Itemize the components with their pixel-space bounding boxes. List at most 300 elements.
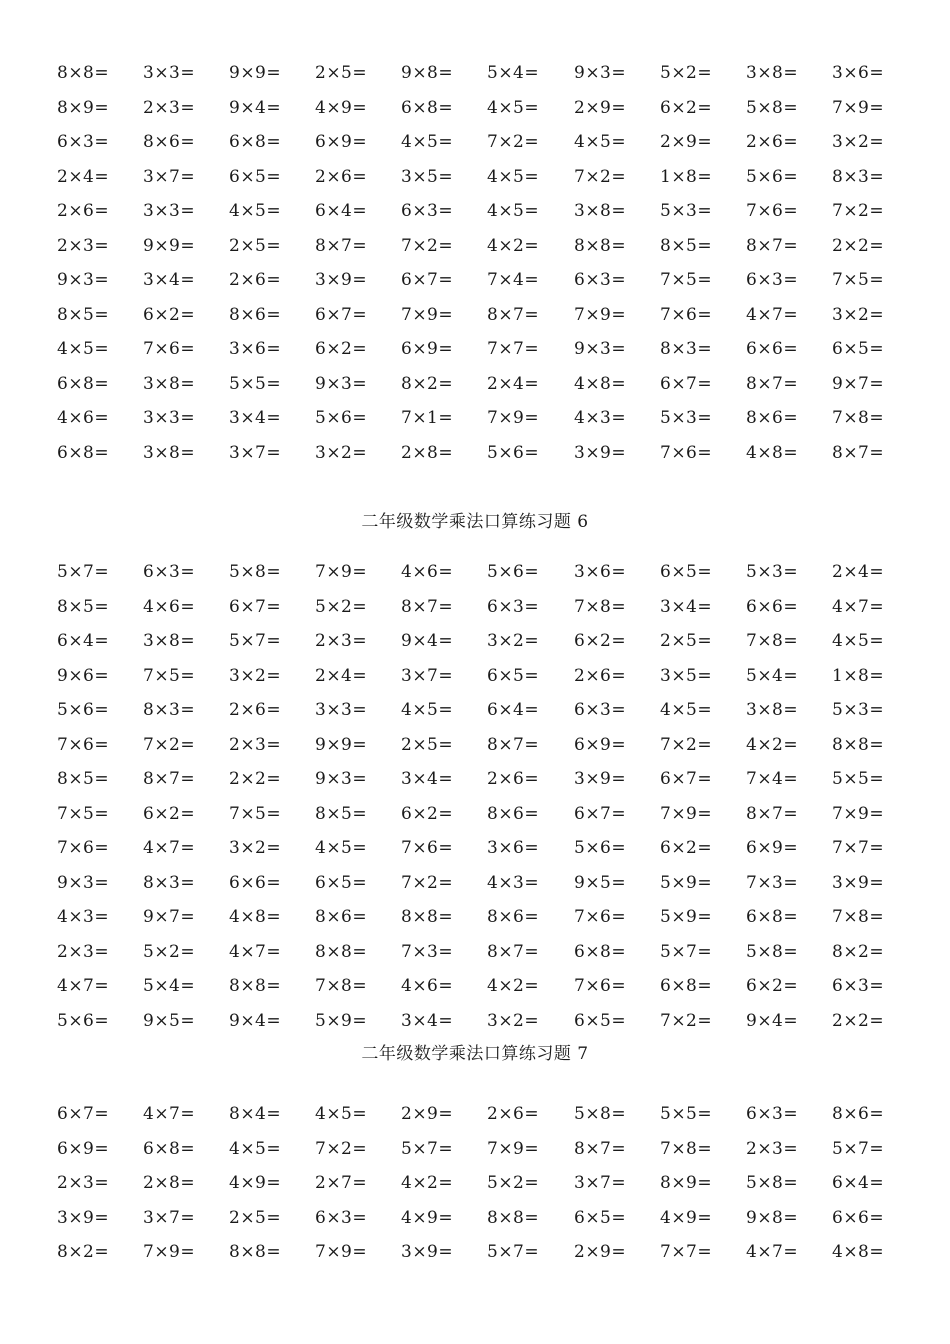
multiplication-problem: 6×8= — [660, 976, 713, 996]
multiplication-problem: 5×8= — [574, 1104, 627, 1124]
multiplication-problem: 1×8= — [660, 166, 713, 187]
multiplication-problem: 7×6= — [660, 304, 713, 325]
multiplication-problem: 8×3= — [660, 339, 713, 359]
multiplication-problem: 4×9= — [229, 1173, 282, 1193]
multiplication-problem: 6×5= — [315, 872, 368, 893]
problem-row — [0, 597, 950, 632]
multiplication-problem: 7×8= — [832, 408, 885, 428]
multiplication-problem: 6×7= — [401, 270, 454, 290]
problem-grid-1 — [0, 63, 950, 477]
multiplication-problem: 5×6= — [487, 442, 540, 463]
multiplication-problem: 6×8= — [401, 97, 454, 118]
multiplication-problem: 5×2= — [315, 596, 368, 617]
multiplication-problem: 5×7= — [487, 1242, 540, 1262]
multiplication-problem: 2×3= — [57, 941, 110, 962]
multiplication-problem: 5×3= — [660, 201, 713, 221]
multiplication-problem: 2×4= — [832, 562, 885, 582]
multiplication-problem: 7×5= — [143, 665, 196, 686]
multiplication-problem: 3×8= — [746, 700, 799, 720]
problem-row — [0, 1242, 950, 1277]
multiplication-problem: 2×9= — [574, 1242, 627, 1262]
multiplication-problem: 2×5= — [315, 63, 368, 83]
multiplication-problem: 8×2= — [401, 373, 454, 394]
multiplication-problem: 2×3= — [315, 631, 368, 651]
multiplication-problem: 6×7= — [574, 803, 627, 824]
multiplication-problem: 4×2= — [401, 1173, 454, 1193]
multiplication-problem: 9×7= — [832, 373, 885, 394]
problem-row — [0, 804, 950, 839]
multiplication-problem: 8×5= — [57, 769, 110, 789]
multiplication-problem: 4×5= — [315, 838, 368, 858]
multiplication-problem: 9×3= — [315, 769, 368, 789]
multiplication-problem: 4×3= — [57, 907, 110, 927]
multiplication-problem: 3×5= — [401, 166, 454, 187]
multiplication-problem: 6×7= — [660, 769, 713, 789]
multiplication-problem: 8×6= — [487, 803, 540, 824]
multiplication-problem: 7×3= — [746, 872, 799, 893]
multiplication-problem: 6×7= — [315, 304, 368, 325]
multiplication-problem: 3×2= — [229, 838, 282, 858]
multiplication-problem: 4×6= — [401, 976, 454, 996]
multiplication-problem: 6×6= — [229, 872, 282, 893]
multiplication-problem: 2×9= — [401, 1104, 454, 1124]
multiplication-problem: 7×2= — [574, 166, 627, 187]
multiplication-problem: 3×8= — [143, 442, 196, 463]
multiplication-problem: 8×8= — [229, 1242, 282, 1262]
multiplication-problem: 2×4= — [57, 166, 110, 187]
multiplication-problem: 8×8= — [487, 1207, 540, 1228]
problem-row — [0, 1139, 950, 1174]
multiplication-problem: 7×9= — [315, 1242, 368, 1262]
multiplication-problem: 8×5= — [315, 803, 368, 824]
multiplication-problem: 7×6= — [57, 734, 110, 755]
multiplication-problem: 7×4= — [487, 270, 540, 290]
multiplication-problem: 7×2= — [143, 734, 196, 755]
multiplication-problem: 4×7= — [143, 838, 196, 858]
multiplication-problem: 5×6= — [57, 1010, 110, 1031]
multiplication-problem: 5×7= — [57, 562, 110, 582]
multiplication-problem: 6×8= — [746, 907, 799, 927]
problem-row — [0, 339, 950, 374]
multiplication-problem: 7×8= — [660, 1138, 713, 1159]
multiplication-problem: 2×3= — [229, 734, 282, 755]
multiplication-problem: 3×4= — [660, 596, 713, 617]
problem-row — [0, 201, 950, 236]
multiplication-problem: 9×4= — [401, 631, 454, 651]
problem-row — [0, 666, 950, 701]
multiplication-problem: 6×8= — [229, 132, 282, 152]
multiplication-problem: 3×2= — [315, 442, 368, 463]
multiplication-problem: 7×5= — [229, 803, 282, 824]
multiplication-problem: 8×3= — [832, 166, 885, 187]
multiplication-problem: 7×8= — [315, 976, 368, 996]
multiplication-problem: 4×8= — [229, 907, 282, 927]
multiplication-problem: 6×3= — [832, 976, 885, 996]
multiplication-problem: 5×5= — [832, 769, 885, 789]
multiplication-problem: 6×5= — [574, 1207, 627, 1228]
multiplication-problem: 3×9= — [574, 769, 627, 789]
multiplication-problem: 6×3= — [143, 562, 196, 582]
multiplication-problem: 7×7= — [487, 339, 540, 359]
multiplication-problem: 9×4= — [746, 1010, 799, 1031]
multiplication-problem: 9×3= — [574, 339, 627, 359]
multiplication-problem: 8×2= — [832, 941, 885, 962]
multiplication-problem: 4×6= — [401, 562, 454, 582]
multiplication-problem: 9×9= — [229, 63, 282, 83]
multiplication-problem: 5×8= — [746, 1173, 799, 1193]
multiplication-problem: 4×5= — [229, 1138, 282, 1159]
multiplication-problem: 5×5= — [229, 373, 282, 394]
multiplication-problem: 9×3= — [315, 373, 368, 394]
multiplication-problem: 2×6= — [487, 1104, 540, 1124]
multiplication-problem: 6×4= — [315, 201, 368, 221]
multiplication-problem: 8×7= — [143, 769, 196, 789]
multiplication-problem: 7×5= — [660, 270, 713, 290]
multiplication-problem: 2×6= — [487, 769, 540, 789]
problem-row — [0, 236, 950, 271]
multiplication-problem: 9×3= — [57, 270, 110, 290]
multiplication-problem: 7×8= — [832, 907, 885, 927]
problem-row — [0, 1011, 950, 1046]
multiplication-problem: 2×4= — [315, 665, 368, 686]
multiplication-problem: 5×5= — [660, 1104, 713, 1124]
multiplication-problem: 3×6= — [832, 63, 885, 83]
multiplication-problem: 7×6= — [746, 201, 799, 221]
multiplication-problem: 3×4= — [401, 769, 454, 789]
multiplication-problem: 3×6= — [574, 562, 627, 582]
multiplication-problem: 3×2= — [487, 631, 540, 651]
problem-row — [0, 907, 950, 942]
multiplication-problem: 3×3= — [143, 63, 196, 83]
multiplication-problem: 6×9= — [574, 734, 627, 755]
multiplication-problem: 6×6= — [746, 339, 799, 359]
multiplication-problem: 5×3= — [660, 408, 713, 428]
multiplication-problem: 7×2= — [315, 1138, 368, 1159]
multiplication-problem: 2×6= — [57, 201, 110, 221]
multiplication-problem: 4×6= — [57, 408, 110, 428]
multiplication-problem: 5×9= — [660, 872, 713, 893]
multiplication-problem: 5×2= — [487, 1173, 540, 1193]
multiplication-problem: 6×8= — [143, 1138, 196, 1159]
multiplication-problem: 2×6= — [746, 132, 799, 152]
problem-row — [0, 942, 950, 977]
multiplication-problem: 3×9= — [57, 1207, 110, 1228]
multiplication-problem: 7×6= — [574, 907, 627, 927]
multiplication-problem: 7×9= — [401, 304, 454, 325]
multiplication-problem: 6×3= — [746, 270, 799, 290]
problem-row — [0, 132, 950, 167]
problem-row — [0, 167, 950, 202]
multiplication-problem: 7×2= — [832, 201, 885, 221]
multiplication-problem: 6×5= — [574, 1010, 627, 1031]
multiplication-problem: 4×6= — [143, 596, 196, 617]
multiplication-problem: 3×3= — [143, 201, 196, 221]
multiplication-problem: 9×7= — [143, 907, 196, 927]
multiplication-problem: 4×5= — [487, 201, 540, 221]
multiplication-problem: 5×7= — [832, 1138, 885, 1159]
multiplication-problem: 3×8= — [746, 63, 799, 83]
multiplication-problem: 8×6= — [229, 304, 282, 325]
multiplication-problem: 8×5= — [57, 304, 110, 325]
problem-row — [0, 1104, 950, 1139]
multiplication-problem: 3×2= — [832, 304, 885, 325]
multiplication-problem: 2×4= — [487, 373, 540, 394]
multiplication-problem: 2×6= — [229, 700, 282, 720]
multiplication-problem: 6×7= — [57, 1104, 110, 1124]
multiplication-problem: 6×9= — [746, 838, 799, 858]
multiplication-problem: 5×4= — [746, 665, 799, 686]
multiplication-problem: 4×7= — [57, 976, 110, 996]
multiplication-problem: 3×9= — [401, 1242, 454, 1262]
multiplication-problem: 6×4= — [487, 700, 540, 720]
multiplication-problem: 3×9= — [315, 270, 368, 290]
multiplication-problem: 5×8= — [746, 941, 799, 962]
multiplication-problem: 2×7= — [315, 1173, 368, 1193]
multiplication-problem: 6×2= — [401, 803, 454, 824]
multiplication-problem: 4×5= — [574, 132, 627, 152]
multiplication-problem: 7×1= — [401, 408, 454, 428]
multiplication-problem: 8×6= — [832, 1104, 885, 1124]
multiplication-problem: 7×7= — [660, 1242, 713, 1262]
multiplication-problem: 2×2= — [832, 235, 885, 256]
multiplication-problem: 8×4= — [229, 1104, 282, 1124]
problem-row — [0, 976, 950, 1011]
multiplication-problem: 8×6= — [315, 907, 368, 927]
multiplication-problem: 6×5= — [229, 166, 282, 187]
multiplication-problem: 3×7= — [143, 1207, 196, 1228]
multiplication-problem: 9×8= — [746, 1207, 799, 1228]
multiplication-problem: 4×7= — [746, 304, 799, 325]
multiplication-problem: 4×3= — [487, 872, 540, 893]
multiplication-problem: 8×2= — [57, 1242, 110, 1262]
multiplication-problem: 9×9= — [315, 734, 368, 755]
multiplication-problem: 8×5= — [660, 235, 713, 256]
multiplication-problem: 6×2= — [143, 304, 196, 325]
multiplication-problem: 3×7= — [574, 1173, 627, 1193]
problem-row — [0, 443, 950, 478]
multiplication-problem: 8×8= — [832, 734, 885, 755]
multiplication-problem: 8×3= — [143, 700, 196, 720]
multiplication-problem: 2×3= — [57, 1173, 110, 1193]
multiplication-problem: 6×2= — [746, 976, 799, 996]
multiplication-problem: 2×5= — [660, 631, 713, 651]
multiplication-problem: 4×5= — [315, 1104, 368, 1124]
multiplication-problem: 7×6= — [574, 976, 627, 996]
multiplication-problem: 7×9= — [832, 803, 885, 824]
multiplication-problem: 2×6= — [229, 270, 282, 290]
multiplication-problem: 7×2= — [660, 734, 713, 755]
multiplication-problem: 6×2= — [660, 838, 713, 858]
multiplication-problem: 7×2= — [660, 1010, 713, 1031]
multiplication-problem: 9×3= — [57, 872, 110, 893]
multiplication-problem: 4×5= — [401, 700, 454, 720]
multiplication-problem: 9×4= — [229, 1010, 282, 1031]
multiplication-problem: 4×9= — [660, 1207, 713, 1228]
multiplication-problem: 9×5= — [143, 1010, 196, 1031]
multiplication-problem: 4×8= — [832, 1242, 885, 1262]
problem-row — [0, 631, 950, 666]
multiplication-problem: 1×8= — [832, 665, 885, 686]
multiplication-problem: 7×2= — [401, 872, 454, 893]
multiplication-problem: 2×5= — [401, 734, 454, 755]
multiplication-problem: 4×7= — [746, 1242, 799, 1262]
multiplication-problem: 7×2= — [401, 235, 454, 256]
multiplication-problem: 5×6= — [574, 838, 627, 858]
multiplication-problem: 4×3= — [574, 408, 627, 428]
multiplication-problem: 6×3= — [746, 1104, 799, 1124]
multiplication-problem: 6×2= — [574, 631, 627, 651]
multiplication-problem: 3×3= — [315, 700, 368, 720]
multiplication-problem: 3×3= — [143, 408, 196, 428]
multiplication-problem: 9×3= — [574, 63, 627, 83]
problem-grid-6 — [0, 562, 950, 1045]
problem-row — [0, 305, 950, 340]
multiplication-problem: 4×2= — [487, 976, 540, 996]
multiplication-problem: 8×8= — [229, 976, 282, 996]
multiplication-problem: 5×6= — [746, 166, 799, 187]
multiplication-problem: 2×6= — [574, 665, 627, 686]
multiplication-problem: 6×3= — [487, 596, 540, 617]
multiplication-problem: 7×6= — [401, 838, 454, 858]
multiplication-problem: 5×6= — [487, 562, 540, 582]
multiplication-problem: 4×2= — [746, 734, 799, 755]
multiplication-problem: 3×7= — [229, 442, 282, 463]
multiplication-problem: 2×6= — [315, 166, 368, 187]
multiplication-problem: 2×2= — [832, 1010, 885, 1031]
multiplication-problem: 3×6= — [229, 339, 282, 359]
multiplication-problem: 8×7= — [746, 235, 799, 256]
multiplication-problem: 5×7= — [229, 631, 282, 651]
multiplication-problem: 6×4= — [57, 631, 110, 651]
multiplication-problem: 7×5= — [832, 270, 885, 290]
multiplication-problem: 7×9= — [315, 562, 368, 582]
multiplication-problem: 9×6= — [57, 665, 110, 686]
multiplication-problem: 6×3= — [401, 201, 454, 221]
multiplication-problem: 6×5= — [660, 562, 713, 582]
multiplication-problem: 5×2= — [660, 63, 713, 83]
multiplication-problem: 6×4= — [832, 1173, 885, 1193]
multiplication-problem: 6×6= — [832, 1207, 885, 1228]
multiplication-problem: 7×9= — [574, 304, 627, 325]
multiplication-problem: 7×9= — [487, 1138, 540, 1159]
multiplication-problem: 8×6= — [746, 408, 799, 428]
multiplication-problem: 4×9= — [401, 1207, 454, 1228]
problem-row — [0, 873, 950, 908]
multiplication-problem: 7×5= — [57, 803, 110, 824]
multiplication-problem: 4×5= — [660, 700, 713, 720]
multiplication-problem: 2×3= — [57, 235, 110, 256]
multiplication-problem: 5×2= — [143, 941, 196, 962]
problem-row — [0, 1173, 950, 1208]
multiplication-problem: 3×8= — [574, 201, 627, 221]
multiplication-problem: 5×4= — [143, 976, 196, 996]
problem-row — [0, 1208, 950, 1243]
problem-row — [0, 98, 950, 133]
multiplication-problem: 8×7= — [315, 235, 368, 256]
multiplication-problem: 7×8= — [574, 596, 627, 617]
problem-row — [0, 408, 950, 443]
multiplication-problem: 4×8= — [574, 373, 627, 394]
multiplication-problem: 5×9= — [315, 1010, 368, 1031]
multiplication-problem: 3×6= — [487, 838, 540, 858]
multiplication-problem: 2×9= — [660, 132, 713, 152]
multiplication-problem: 7×9= — [487, 408, 540, 428]
multiplication-problem: 2×9= — [574, 97, 627, 118]
multiplication-problem: 4×7= — [143, 1104, 196, 1124]
multiplication-problem: 5×3= — [832, 700, 885, 720]
multiplication-problem: 5×7= — [660, 941, 713, 962]
multiplication-problem: 8×8= — [57, 63, 110, 83]
multiplication-problem: 3×4= — [229, 408, 282, 428]
multiplication-problem: 7×9= — [660, 803, 713, 824]
multiplication-problem: 4×5= — [487, 97, 540, 118]
multiplication-problem: 3×2= — [229, 665, 282, 686]
multiplication-problem: 4×5= — [487, 166, 540, 187]
multiplication-problem: 8×7= — [832, 442, 885, 463]
multiplication-problem: 5×7= — [401, 1138, 454, 1159]
multiplication-problem: 8×8= — [574, 235, 627, 256]
multiplication-problem: 3×5= — [660, 665, 713, 686]
multiplication-problem: 8×7= — [487, 941, 540, 962]
multiplication-problem: 6×2= — [315, 339, 368, 359]
multiplication-problem: 6×9= — [401, 339, 454, 359]
problem-grid-7 — [0, 1104, 950, 1277]
multiplication-problem: 5×6= — [57, 700, 110, 720]
multiplication-problem: 4×5= — [57, 339, 110, 359]
multiplication-problem: 6×3= — [574, 700, 627, 720]
multiplication-problem: 8×7= — [401, 596, 454, 617]
multiplication-problem: 5×3= — [746, 562, 799, 582]
multiplication-problem: 7×9= — [832, 97, 885, 118]
multiplication-problem: 7×6= — [660, 442, 713, 463]
multiplication-problem: 2×3= — [746, 1138, 799, 1159]
multiplication-problem: 9×9= — [143, 235, 196, 256]
multiplication-problem: 6×9= — [57, 1138, 110, 1159]
multiplication-problem: 6×3= — [574, 270, 627, 290]
multiplication-problem: 6×8= — [57, 373, 110, 394]
problem-row — [0, 700, 950, 735]
multiplication-problem: 6×6= — [746, 596, 799, 617]
problem-row — [0, 838, 950, 873]
multiplication-problem: 7×7= — [832, 838, 885, 858]
multiplication-problem: 8×7= — [487, 734, 540, 755]
multiplication-problem: 2×8= — [401, 442, 454, 463]
multiplication-problem: 7×6= — [143, 339, 196, 359]
multiplication-problem: 3×2= — [832, 132, 885, 152]
multiplication-problem: 3×8= — [143, 631, 196, 651]
multiplication-problem: 6×3= — [315, 1207, 368, 1228]
multiplication-problem: 6×2= — [143, 803, 196, 824]
multiplication-problem: 8×3= — [143, 872, 196, 893]
multiplication-problem: 6×9= — [315, 132, 368, 152]
multiplication-problem: 3×8= — [143, 373, 196, 394]
multiplication-problem: 3×9= — [832, 872, 885, 893]
multiplication-problem: 8×5= — [57, 596, 110, 617]
multiplication-problem: 9×8= — [401, 63, 454, 83]
multiplication-problem: 3×4= — [401, 1010, 454, 1031]
multiplication-problem: 5×9= — [660, 907, 713, 927]
multiplication-problem: 6×8= — [574, 941, 627, 962]
multiplication-problem: 2×3= — [143, 97, 196, 118]
multiplication-problem: 8×7= — [487, 304, 540, 325]
multiplication-problem: 6×5= — [487, 665, 540, 686]
multiplication-problem: 4×2= — [487, 235, 540, 256]
problem-row — [0, 562, 950, 597]
multiplication-problem: 8×6= — [487, 907, 540, 927]
multiplication-problem: 3×7= — [143, 166, 196, 187]
multiplication-problem: 7×6= — [57, 838, 110, 858]
section-title-7: 二年级数学乘法口算练习题 7 — [361, 1044, 589, 1064]
